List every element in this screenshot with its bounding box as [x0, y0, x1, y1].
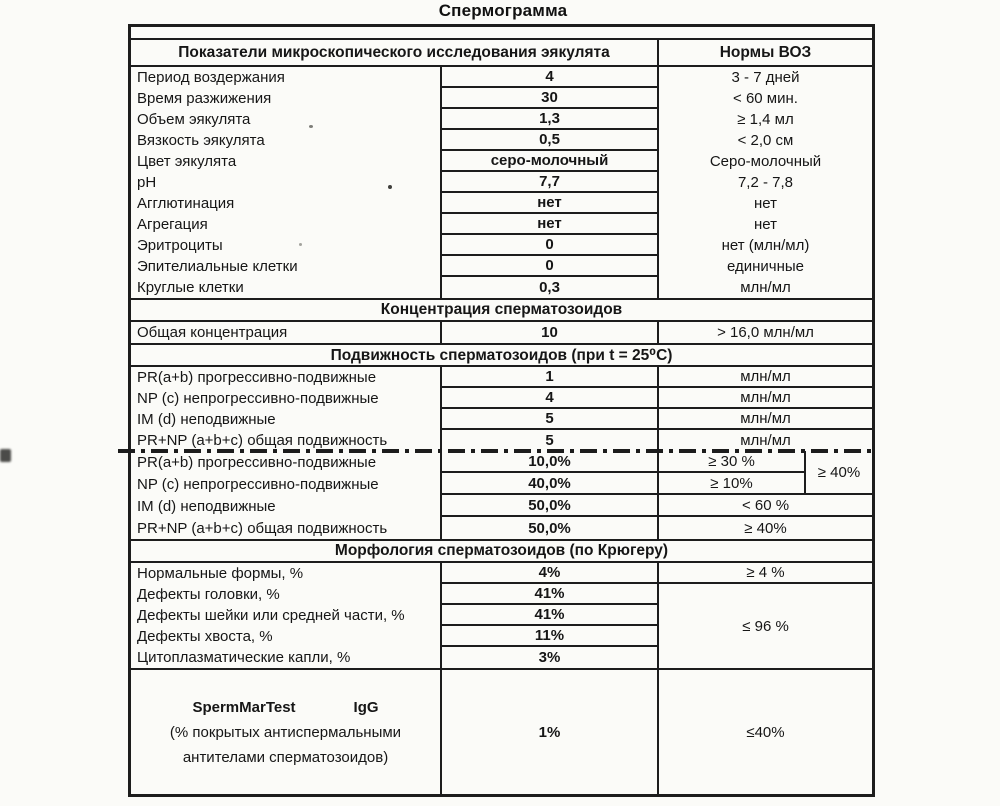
- doc-title: Спермограмма: [438, 1, 568, 20]
- row-norm: ≥ 4 %: [659, 563, 872, 584]
- row-norm: млн/мл: [740, 432, 791, 449]
- row-value: 3%: [538, 649, 561, 666]
- section-general: [131, 67, 872, 298]
- general-norms: [659, 67, 872, 298]
- row-label: NP (c) непрогрессивно-подвижные: [137, 390, 379, 407]
- row-norm: единичные: [726, 258, 805, 275]
- motility-abs-labels: [131, 367, 440, 451]
- row-label: PR+NP (a+b+c) общая подвижность: [137, 519, 388, 537]
- row-norm: > 16,0 млн/мл: [717, 324, 814, 341]
- row-label: Агглютинация: [137, 195, 235, 212]
- row-label: NP (c) непрогрессивно-подвижные: [137, 475, 379, 493]
- row-norm: 7,2 - 7,8: [737, 174, 794, 191]
- scan-speck: [309, 125, 313, 128]
- row-label: Дефекты хвоста, %: [137, 628, 273, 645]
- row-norm: ≥ 40%: [744, 519, 787, 537]
- row-value: 0: [442, 256, 657, 277]
- combined-norm-cell: ≥ 40%: [806, 451, 872, 495]
- row-label: PR(a+b) прогрессивно-подвижные: [137, 453, 377, 471]
- section-spermmartest: [131, 668, 872, 794]
- row-value: 11%: [442, 626, 657, 647]
- scan-speck: [299, 243, 302, 246]
- spermmartest-igg: IgG: [353, 698, 379, 716]
- row-label: Агрегация: [137, 216, 208, 233]
- scan-smudge: [0, 449, 11, 462]
- row-value: 50,0%: [528, 519, 571, 537]
- spermmartest-label: [131, 670, 440, 794]
- motility-pct-norms: [659, 451, 872, 539]
- row-label: Нормальные формы, %: [137, 565, 304, 582]
- dash-dot-divider: [118, 449, 874, 453]
- row-value: 0,5: [442, 130, 657, 151]
- row-value: 4: [442, 388, 657, 409]
- row-value: 30: [442, 88, 657, 109]
- row-label: PR+NP (a+b+c) общая подвижность: [137, 432, 388, 449]
- row-value: 10,0%: [442, 451, 657, 473]
- section-morphology: [131, 563, 872, 668]
- scan-speck: [388, 185, 392, 189]
- section-heading-concentration: Концентрация сперматозоидов: [131, 298, 872, 322]
- row-norm: нет: [754, 216, 777, 233]
- row-value: нет: [442, 193, 657, 214]
- row-label: PR(a+b) прогрессивно-подвижные: [137, 369, 377, 386]
- row-label: Эпителиальные клетки: [137, 258, 298, 275]
- row-label: IM (d) неподвижные: [137, 497, 276, 515]
- row-label: Круглые клетки: [137, 279, 244, 296]
- row-value: 41%: [442, 584, 657, 605]
- motility-pct-labels: [131, 451, 440, 539]
- morphology-values: [440, 563, 659, 668]
- row-label: Общая концентрация: [137, 324, 288, 341]
- row-norm: ≥ 30 %: [659, 451, 806, 473]
- morphology-labels: [131, 563, 440, 668]
- row-norm: 3 - 7 дней: [731, 69, 800, 86]
- row-norm: ≥ 1,4 мл: [737, 111, 794, 128]
- row-label: IM (d) неподвижные: [137, 411, 276, 428]
- spermogram-table: [128, 24, 875, 797]
- row-value: 40,0%: [442, 473, 657, 495]
- row-norm: нет: [754, 195, 777, 212]
- row-norm: млн/мл: [740, 279, 791, 296]
- motility-abs-values: [440, 367, 659, 451]
- row-value: 1%: [440, 670, 659, 794]
- spermmartest-desc-line2: антителами сперматозоидов): [182, 748, 389, 766]
- row-label: Период воздержания: [137, 69, 285, 86]
- row-norm: нет (млн/мл): [721, 237, 810, 254]
- section-heading-motility: Подвижность сперматозоидов (при t = 25⁰C): [131, 343, 872, 367]
- row-norm: ≥ 10%: [659, 473, 806, 495]
- row-value: 4: [442, 67, 657, 88]
- row-value: 5: [442, 409, 657, 430]
- row-label: Дефекты головки, %: [137, 586, 280, 603]
- row-value: 5: [545, 432, 554, 449]
- motility-pct-values: [440, 451, 659, 539]
- row-value: 4%: [442, 563, 657, 584]
- row-label: pH: [137, 174, 157, 191]
- general-labels: [131, 67, 440, 298]
- row-norm: ≤40%: [746, 723, 785, 741]
- section-motility-abs: [131, 367, 872, 451]
- morphology-norms: [659, 563, 872, 668]
- row-label: Объем эякулята: [137, 111, 251, 128]
- row-value: 1: [442, 367, 657, 388]
- empty-top-row: [131, 27, 872, 40]
- row-value: 10: [541, 324, 558, 341]
- row-value: 1,3: [442, 109, 657, 130]
- spermmartest-name: SpermMarTest: [192, 698, 296, 716]
- section-motility-pct: [131, 451, 872, 539]
- row-norm: < 60 мин.: [733, 90, 798, 107]
- row-value: серо-молочный: [442, 151, 657, 172]
- row-label: Дефекты шейки или средней части, %: [137, 607, 405, 624]
- row-norm: Серо-молочный: [709, 153, 822, 170]
- row-value: 41%: [442, 605, 657, 626]
- row-norm: млн/мл: [659, 409, 872, 430]
- row-label: Эритроциты: [137, 237, 223, 254]
- table-header-row: [131, 40, 872, 67]
- row-norm: < 2,0 см: [737, 132, 794, 149]
- section-concentration: [131, 322, 872, 343]
- general-values: [440, 67, 659, 298]
- row-label: Цитоплазматические капли, %: [137, 649, 351, 666]
- row-value: 50,0%: [442, 495, 657, 517]
- row-value: 0: [442, 235, 657, 256]
- header-norms: Нормы ВОЗ: [719, 43, 812, 61]
- row-value: нет: [442, 214, 657, 235]
- motility-abs-norms: [659, 367, 872, 451]
- combined-norm-cell: ≤ 96 %: [742, 617, 789, 635]
- header-indicators: Показатели микроскопического исследования эякулята: [131, 40, 659, 65]
- row-norm: < 60 %: [659, 495, 872, 517]
- section-heading-morphology: Морфология сперматозоидов (по Крюгеру): [131, 539, 872, 563]
- row-norm: млн/мл: [659, 388, 872, 409]
- row-label: Время разжижения: [137, 90, 272, 107]
- row-label: Цвет эякулята: [137, 153, 237, 170]
- row-norm: млн/мл: [659, 367, 872, 388]
- row-value: 7,7: [442, 172, 657, 193]
- row-label: Вязкость эякулята: [137, 132, 265, 149]
- spermmartest-desc-line1: (% покрытых антиспермальными: [169, 723, 402, 741]
- row-value: 0,3: [539, 279, 560, 296]
